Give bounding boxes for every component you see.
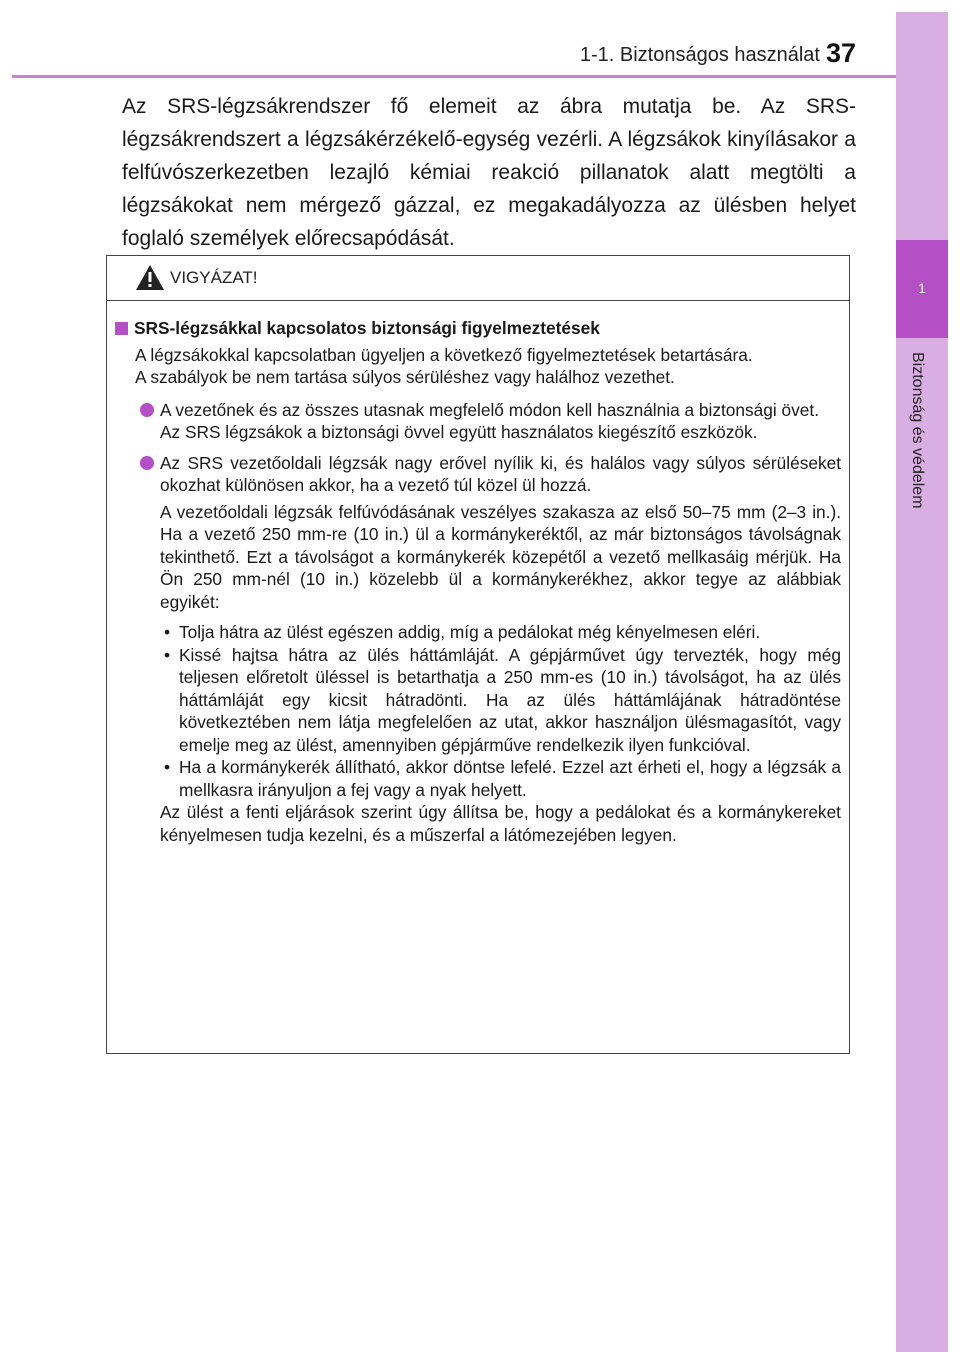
- page-number: 37: [826, 38, 857, 68]
- round-bullet-icon: [140, 403, 154, 417]
- warning-body: [107, 301, 849, 846]
- square-bullet-icon: [115, 322, 128, 335]
- warning-point: [115, 452, 841, 497]
- dash-list-item: • Ha a kormánykerék állítható, akkor döntse lefelé. Ezzel azt érheti el, hogy a légzsák a mellkasra irányuljon a fej vagy a nyak helyett.: [164, 757, 841, 800]
- round-bullet-icon: [140, 456, 154, 470]
- warning-label: VIGYÁZAT!: [170, 268, 258, 287]
- warning-point-text: A vezetőnek és az összes utasnak megfelelő módon kell használnia a biztonsági övet.: [160, 399, 819, 420]
- warning-heading-text: SRS-légzsákkal kapcsolatos biztonsági figyelmeztetések: [134, 318, 600, 338]
- side-tab: [896, 12, 948, 1352]
- warning-header: [107, 256, 849, 301]
- header-divider: [12, 75, 896, 78]
- chapter-title: Biztonság és védelem: [909, 352, 926, 509]
- warning-point-sub: Az SRS légzsákok a biztonsági övvel együtt használatos kiegészítő eszközök.: [160, 422, 758, 442]
- warning-triangle-icon: [135, 264, 165, 291]
- closing-paragraph: Az ülést a fenti eljárások szerint úgy állítsa be, hogy a pedálokat és a kormánykereket kényelmesen tudja kezelni, és a műszerfal a látómezejében legyen.: [160, 802, 841, 845]
- section-title: 1-1. Biztonságos használat: [579, 44, 820, 66]
- warning-point-text: Az SRS vezetőoldali légzsák nagy erővel nyílik ki, és halálos vagy súlyos sérüléseket okozhat különösen akkor, ha a vezető túl közel ül hozzá.: [160, 452, 841, 495]
- warning-heading: [115, 317, 841, 340]
- warning-intro-line: A szabályok be nem tartása súlyos sérüléshez vagy halálhoz vezethet.: [135, 367, 675, 387]
- dash-list-item: • Kissé hajtsa hátra az ülés háttámláját. A gépjárművet úgy tervezték, hogy még teljesen előretolt üléssel is betarthatja a 250 mm-es (10 in.) távolságot, ha az ülés háttámláját egy kicsit hátradönti. Ha az ülés háttámlájának hátradöntése következtében nem látja megfelelően az utat, akkor használjon ülésmagasítót, vagy emelje meg az ülést, amennyiben gépjárműve rendelkezik ilyen funkcióval.: [164, 644, 841, 755]
- chapter-tab[interactable]: [896, 240, 948, 338]
- dash-list: [160, 621, 841, 801]
- warning-point: [115, 399, 841, 444]
- warning-box: [106, 255, 850, 1054]
- intro-paragraph: Az SRS-légzsákrendszer fő elemeit az ábra mutatja be. Az SRS-légzsákrendszert a légzsákérzékelő-egység vezérli. A légzsákok kinyílásakor a felfúvószerkezetben lezajló kémiai reakció pillanatok alatt megtölti a légzsákokat nem mérgező gázzal, ez megakadályozza az ülésben helyet foglaló személyek előrecsapódását.: [122, 95, 856, 250]
- dash-list-item: • Tolja hátra az ülést egészen addig, míg a pedálokat még kényelmesen eléri.: [164, 622, 761, 642]
- chapter-number: 1: [918, 280, 926, 296]
- warning-intro-line: A légzsákokkal kapcsolatban ügyeljen a következő figyelmeztetések betartására.: [135, 344, 753, 365]
- warning-point-sub: A vezetőoldali légzsák felfúvódásának veszélyes szakasza az első 50–75 mm (2–3 in.). Ha a vezető 250 mm-re (10 in.) ül a kormánykeréktől, az már biztonságos távolságnak tekinthető. Ezt a távolságot a kormánykerék közepétől a vezető mellkasáig mérjük. Ha Ön 250 mm-nél (10 in.) közelebb ül a kormánykerékhez, akkor tegye az alábbiak egyikét:: [160, 501, 841, 612]
